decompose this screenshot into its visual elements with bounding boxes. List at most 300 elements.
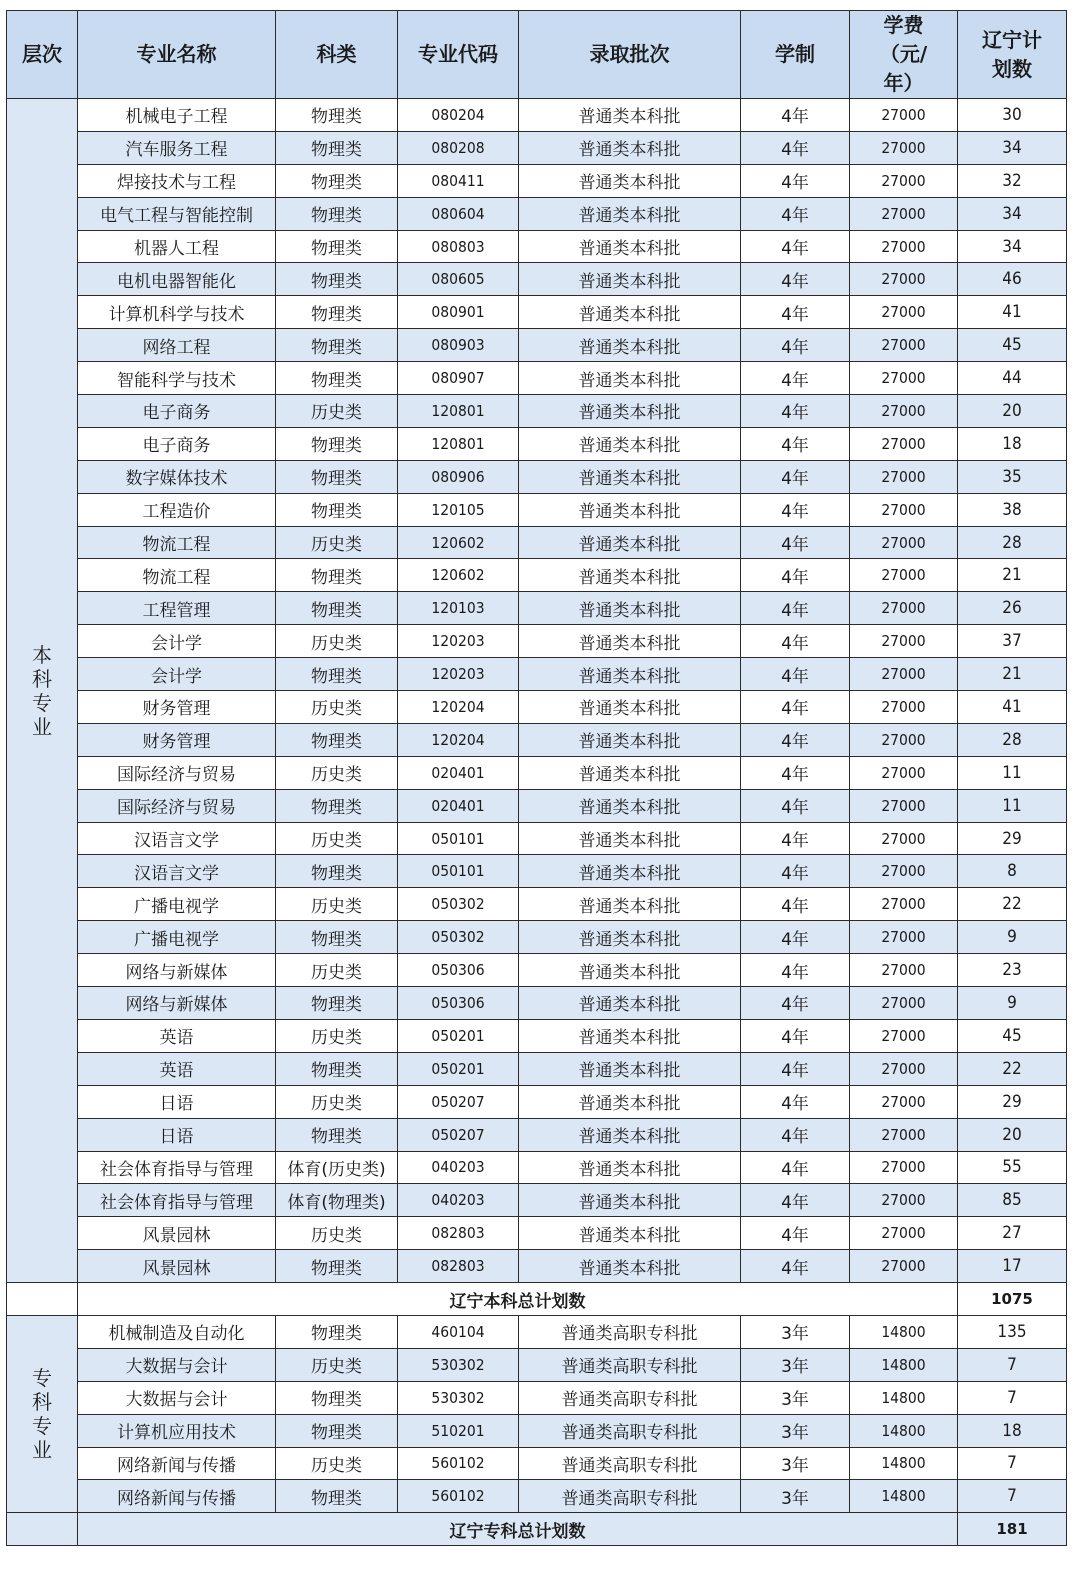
duration-cell: 4年 (741, 756, 850, 789)
junior-college-level-label (7, 1315, 78, 1512)
major-name-cell: 工程造价 (78, 493, 276, 526)
major-code-cell: 080906 (398, 460, 519, 493)
plan-count-cell: 18 (958, 1414, 1067, 1447)
plan-count-cell: 55 (958, 1151, 1067, 1184)
major-name-cell: 国际经济与贸易 (78, 789, 276, 822)
plan-count-cell: 41 (958, 691, 1067, 724)
major-name-cell: 英语 (78, 1019, 276, 1052)
major-code-cell: 050207 (398, 1085, 519, 1118)
duration-cell: 3年 (741, 1447, 850, 1480)
major-name-cell: 汉语言文学 (78, 822, 276, 855)
duration-cell: 3年 (741, 1381, 850, 1414)
admission-batch-cell: 普通类本科批 (519, 1184, 741, 1217)
admission-batch-cell: 普通类本科批 (519, 625, 741, 658)
plan-count-cell: 34 (958, 197, 1067, 230)
duration-cell: 4年 (741, 1184, 850, 1217)
plan-count-cell: 29 (958, 822, 1067, 855)
major-code-cell: 530302 (398, 1381, 519, 1414)
tuition-cell: 27000 (850, 329, 958, 362)
major-code-cell: 080208 (398, 131, 519, 164)
duration-cell: 4年 (741, 526, 850, 559)
admission-batch-cell: 普通类本科批 (519, 1052, 741, 1085)
duration-cell: 4年 (741, 164, 850, 197)
major-code-cell: 050101 (398, 855, 519, 888)
tuition-cell: 14800 (850, 1315, 958, 1348)
major-name-cell: 日语 (78, 1118, 276, 1151)
major-name-cell: 电机电器智能化 (78, 263, 276, 296)
admission-batch-cell: 普通类本科批 (519, 723, 741, 756)
subject-category-cell: 历史类 (276, 526, 398, 559)
major-name-cell: 机械电子工程 (78, 99, 276, 132)
duration-cell: 4年 (741, 658, 850, 691)
plan-count-cell: 28 (958, 526, 1067, 559)
tuition-cell: 27000 (850, 691, 958, 724)
duration-cell: 4年 (741, 197, 850, 230)
duration-cell: 4年 (741, 954, 850, 987)
major-code-cell: 080605 (398, 263, 519, 296)
subject-category-cell: 物理类 (276, 263, 398, 296)
tuition-cell: 14800 (850, 1480, 958, 1513)
table-row (7, 592, 1067, 625)
tuition-cell: 27000 (850, 625, 958, 658)
header-row (7, 11, 1067, 99)
plan-count-cell: 9 (958, 921, 1067, 954)
admission-batch-cell: 普通类本科批 (519, 691, 741, 724)
major-code-cell: 120203 (398, 625, 519, 658)
plan-count-cell: 34 (958, 131, 1067, 164)
major-name-cell: 会计学 (78, 625, 276, 658)
subject-category-cell: 物理类 (276, 296, 398, 329)
major-code-cell: 120602 (398, 559, 519, 592)
plan-count-cell: 22 (958, 888, 1067, 921)
subject-category-cell: 物理类 (276, 921, 398, 954)
subject-category-cell: 物理类 (276, 99, 398, 132)
duration-cell: 4年 (741, 263, 850, 296)
table-row (7, 296, 1067, 329)
undergraduate-total-value: 1075 (958, 1283, 1067, 1316)
tuition-cell: 27000 (850, 954, 958, 987)
duration-cell: 4年 (741, 822, 850, 855)
plan-count-cell: 28 (958, 723, 1067, 756)
subject-category-cell: 物理类 (276, 559, 398, 592)
plan-count-cell: 135 (958, 1315, 1067, 1348)
admission-batch-cell: 普通类本科批 (519, 1019, 741, 1052)
subject-category-cell: 历史类 (276, 691, 398, 724)
table-row (7, 789, 1067, 822)
header-duration: 学制 (741, 11, 850, 99)
table-row (7, 164, 1067, 197)
header-liaoning-plan: 辽宁计划数 (958, 11, 1067, 99)
major-code-cell: 080604 (398, 197, 519, 230)
subject-category-cell: 物理类 (276, 658, 398, 691)
major-code-cell: 020401 (398, 756, 519, 789)
admission-batch-cell: 普通类本科批 (519, 559, 741, 592)
header-major-code: 专业代码 (398, 11, 519, 99)
table-row (7, 1381, 1067, 1414)
admission-batch-cell: 普通类本科批 (519, 1250, 741, 1283)
table-row (7, 493, 1067, 526)
subject-category-cell: 物理类 (276, 362, 398, 395)
total-row-level-cell (7, 1513, 78, 1546)
plan-count-cell: 11 (958, 756, 1067, 789)
tuition-cell: 27000 (850, 756, 958, 789)
major-code-cell: 560102 (398, 1480, 519, 1513)
junior-college-level-text: 专科专业 (32, 1366, 52, 1463)
table-row (7, 987, 1067, 1020)
duration-cell: 4年 (741, 625, 850, 658)
duration-cell: 4年 (741, 1151, 850, 1184)
plan-count-cell: 41 (958, 296, 1067, 329)
major-code-cell: 510201 (398, 1414, 519, 1447)
subject-category-cell: 物理类 (276, 427, 398, 460)
table-row (7, 625, 1067, 658)
table-row (7, 1348, 1067, 1381)
admission-batch-cell: 普通类本科批 (519, 987, 741, 1020)
tuition-cell: 27000 (850, 197, 958, 230)
plan-count-cell: 11 (958, 789, 1067, 822)
major-name-cell: 电气工程与智能控制 (78, 197, 276, 230)
major-name-cell: 电子商务 (78, 395, 276, 428)
tuition-cell: 27000 (850, 1052, 958, 1085)
subject-category-cell: 物理类 (276, 460, 398, 493)
admission-batch-cell: 普通类本科批 (519, 230, 741, 263)
tuition-cell: 27000 (850, 789, 958, 822)
table-row (7, 460, 1067, 493)
admission-batch-cell: 普通类本科批 (519, 526, 741, 559)
table-row (7, 362, 1067, 395)
subject-category-cell: 物理类 (276, 592, 398, 625)
major-code-cell: 020401 (398, 789, 519, 822)
tuition-cell: 27000 (850, 164, 958, 197)
duration-cell: 4年 (741, 987, 850, 1020)
major-code-cell: 082803 (398, 1217, 519, 1250)
duration-cell: 4年 (741, 1217, 850, 1250)
major-name-cell: 物流工程 (78, 526, 276, 559)
subject-category-cell: 物理类 (276, 230, 398, 263)
subject-category-cell: 物理类 (276, 1250, 398, 1283)
duration-cell: 4年 (741, 723, 850, 756)
major-name-cell: 工程管理 (78, 592, 276, 625)
plan-count-cell: 30 (958, 99, 1067, 132)
duration-cell: 4年 (741, 131, 850, 164)
plan-count-cell: 26 (958, 592, 1067, 625)
table-row (7, 427, 1067, 460)
table-row (7, 1414, 1067, 1447)
total-row-level-cell (7, 1283, 78, 1316)
major-name-cell: 计算机应用技术 (78, 1414, 276, 1447)
duration-cell: 4年 (741, 99, 850, 132)
duration-cell: 4年 (741, 691, 850, 724)
major-name-cell: 风景园林 (78, 1250, 276, 1283)
subject-category-cell: 历史类 (276, 954, 398, 987)
admission-batch-cell: 普通类本科批 (519, 1118, 741, 1151)
subject-category-cell: 历史类 (276, 1217, 398, 1250)
subject-category-cell: 物理类 (276, 1315, 398, 1348)
major-code-cell: 120103 (398, 592, 519, 625)
plan-count-cell: 18 (958, 427, 1067, 460)
tuition-cell: 27000 (850, 921, 958, 954)
undergraduate-total-label: 辽宁本科总计划数 (78, 1283, 958, 1316)
duration-cell: 4年 (741, 1085, 850, 1118)
plan-count-cell: 20 (958, 1118, 1067, 1151)
subject-category-cell: 物理类 (276, 987, 398, 1020)
admission-batch-cell: 普通类本科批 (519, 329, 741, 362)
duration-cell: 4年 (741, 592, 850, 625)
tuition-cell: 27000 (850, 723, 958, 756)
table-row (7, 230, 1067, 263)
tuition-cell: 27000 (850, 822, 958, 855)
major-code-cell: 050201 (398, 1052, 519, 1085)
duration-cell: 4年 (741, 296, 850, 329)
major-code-cell: 120203 (398, 658, 519, 691)
duration-cell: 4年 (741, 1250, 850, 1283)
duration-cell: 4年 (741, 855, 850, 888)
duration-cell: 4年 (741, 1052, 850, 1085)
table-row (7, 395, 1067, 428)
major-code-cell: 050306 (398, 954, 519, 987)
admission-batch-cell: 普通类高职专科批 (519, 1480, 741, 1513)
duration-cell: 4年 (741, 789, 850, 822)
admission-batch-cell: 普通类本科批 (519, 822, 741, 855)
admission-batch-cell: 普通类高职专科批 (519, 1348, 741, 1381)
tuition-cell: 27000 (850, 99, 958, 132)
subject-category-cell: 物理类 (276, 1052, 398, 1085)
major-code-cell: 120204 (398, 723, 519, 756)
table-row (7, 1480, 1067, 1513)
major-name-cell: 风景园林 (78, 1217, 276, 1250)
tuition-cell: 14800 (850, 1447, 958, 1480)
admission-batch-cell: 普通类本科批 (519, 921, 741, 954)
major-code-cell: 080903 (398, 329, 519, 362)
table-row (7, 329, 1067, 362)
admission-batch-cell: 普通类本科批 (519, 592, 741, 625)
subject-category-cell: 历史类 (276, 756, 398, 789)
tuition-cell: 27000 (850, 888, 958, 921)
major-name-cell: 大数据与会计 (78, 1381, 276, 1414)
tuition-cell: 27000 (850, 1184, 958, 1217)
subject-category-cell: 物理类 (276, 329, 398, 362)
major-name-cell: 日语 (78, 1085, 276, 1118)
plan-count-cell: 85 (958, 1184, 1067, 1217)
major-code-cell: 460104 (398, 1315, 519, 1348)
admission-batch-cell: 普通类高职专科批 (519, 1315, 741, 1348)
major-name-cell: 物流工程 (78, 559, 276, 592)
duration-cell: 3年 (741, 1348, 850, 1381)
plan-count-cell: 7 (958, 1381, 1067, 1414)
subject-category-cell: 历史类 (276, 395, 398, 428)
table-row (7, 263, 1067, 296)
plan-count-cell: 8 (958, 855, 1067, 888)
admission-batch-cell: 普通类本科批 (519, 954, 741, 987)
major-code-cell: 080803 (398, 230, 519, 263)
tuition-cell: 27000 (850, 1151, 958, 1184)
major-name-cell: 社会体育指导与管理 (78, 1151, 276, 1184)
admission-batch-cell: 普通类本科批 (519, 164, 741, 197)
header-major-name: 专业名称 (78, 11, 276, 99)
major-name-cell: 网络新闻与传播 (78, 1480, 276, 1513)
major-name-cell: 会计学 (78, 658, 276, 691)
major-code-cell: 050302 (398, 888, 519, 921)
table-row (7, 1019, 1067, 1052)
table-row (7, 559, 1067, 592)
tuition-cell: 27000 (850, 296, 958, 329)
tuition-cell: 27000 (850, 263, 958, 296)
admission-batch-cell: 普通类本科批 (519, 888, 741, 921)
subject-category-cell: 历史类 (276, 1019, 398, 1052)
tuition-cell: 27000 (850, 526, 958, 559)
plan-count-cell: 29 (958, 1085, 1067, 1118)
duration-cell: 4年 (741, 888, 850, 921)
table-row (7, 1184, 1067, 1217)
subject-category-cell: 历史类 (276, 822, 398, 855)
plan-count-cell: 44 (958, 362, 1067, 395)
admission-batch-cell: 普通类高职专科批 (519, 1447, 741, 1480)
duration-cell: 4年 (741, 1019, 850, 1052)
major-name-cell: 社会体育指导与管理 (78, 1184, 276, 1217)
admission-batch-cell: 普通类本科批 (519, 99, 741, 132)
tuition-cell: 27000 (850, 1250, 958, 1283)
subject-category-cell: 历史类 (276, 1447, 398, 1480)
junior-college-total-row (7, 1513, 1067, 1546)
header-subject-category: 科类 (276, 11, 398, 99)
plan-count-cell: 35 (958, 460, 1067, 493)
admission-batch-cell: 普通类本科批 (519, 1151, 741, 1184)
tuition-cell: 27000 (850, 493, 958, 526)
admission-batch-cell: 普通类本科批 (519, 395, 741, 428)
table-row (7, 921, 1067, 954)
major-code-cell: 050207 (398, 1118, 519, 1151)
junior-college-total-value: 181 (958, 1513, 1067, 1546)
subject-category-cell: 历史类 (276, 1348, 398, 1381)
table-row (7, 756, 1067, 789)
junior-college-total-label: 辽宁专科总计划数 (78, 1513, 958, 1546)
major-code-cell: 080411 (398, 164, 519, 197)
subject-category-cell: 物理类 (276, 164, 398, 197)
major-code-cell: 050302 (398, 921, 519, 954)
major-name-cell: 焊接技术与工程 (78, 164, 276, 197)
table-row (7, 1052, 1067, 1085)
plan-count-cell: 37 (958, 625, 1067, 658)
duration-cell: 4年 (741, 460, 850, 493)
tuition-cell: 27000 (850, 1217, 958, 1250)
plan-count-cell: 46 (958, 263, 1067, 296)
tuition-cell: 27000 (850, 855, 958, 888)
table-row (7, 1447, 1067, 1480)
tuition-cell: 27000 (850, 658, 958, 691)
duration-cell: 4年 (741, 329, 850, 362)
table-row (7, 131, 1067, 164)
major-code-cell: 080907 (398, 362, 519, 395)
admission-batch-cell: 普通类高职专科批 (519, 1381, 741, 1414)
major-code-cell: 120204 (398, 691, 519, 724)
tuition-cell: 14800 (850, 1381, 958, 1414)
admission-batch-cell: 普通类本科批 (519, 1217, 741, 1250)
subject-category-cell: 物理类 (276, 197, 398, 230)
duration-cell: 4年 (741, 921, 850, 954)
plan-count-cell: 7 (958, 1348, 1067, 1381)
table-row (7, 1217, 1067, 1250)
header-admission-batch: 录取批次 (519, 11, 741, 99)
major-code-cell: 120801 (398, 395, 519, 428)
admission-batch-cell: 普通类本科批 (519, 493, 741, 526)
subject-category-cell: 历史类 (276, 625, 398, 658)
major-name-cell: 广播电视学 (78, 921, 276, 954)
duration-cell: 3年 (741, 1480, 850, 1513)
major-name-cell: 网络与新媒体 (78, 954, 276, 987)
major-name-cell: 网络工程 (78, 329, 276, 362)
duration-cell: 3年 (741, 1315, 850, 1348)
admission-batch-cell: 普通类高职专科批 (519, 1414, 741, 1447)
table-row (7, 1085, 1067, 1118)
plan-count-cell: 7 (958, 1480, 1067, 1513)
major-code-cell: 040203 (398, 1151, 519, 1184)
plan-count-cell: 7 (958, 1447, 1067, 1480)
major-code-cell: 040203 (398, 1184, 519, 1217)
major-name-cell: 数字媒体技术 (78, 460, 276, 493)
duration-cell: 4年 (741, 230, 850, 263)
duration-cell: 3年 (741, 1414, 850, 1447)
major-code-cell: 050306 (398, 987, 519, 1020)
plan-count-cell: 45 (958, 1019, 1067, 1052)
major-name-cell: 汽车服务工程 (78, 131, 276, 164)
tuition-cell: 27000 (850, 395, 958, 428)
subject-category-cell: 体育(历史类) (276, 1151, 398, 1184)
plan-count-cell: 17 (958, 1250, 1067, 1283)
table-row (7, 723, 1067, 756)
table-row (7, 658, 1067, 691)
major-code-cell: 120801 (398, 427, 519, 460)
duration-cell: 4年 (741, 1118, 850, 1151)
admission-batch-cell: 普通类本科批 (519, 789, 741, 822)
table-row (7, 855, 1067, 888)
admission-batch-cell: 普通类本科批 (519, 263, 741, 296)
undergraduate-total-row (7, 1283, 1067, 1316)
admission-batch-cell: 普通类本科批 (519, 197, 741, 230)
plan-count-cell: 27 (958, 1217, 1067, 1250)
tuition-cell: 27000 (850, 987, 958, 1020)
major-code-cell: 050101 (398, 822, 519, 855)
plan-count-cell: 9 (958, 987, 1067, 1020)
major-name-cell: 网络新闻与传播 (78, 1447, 276, 1480)
admission-batch-cell: 普通类本科批 (519, 427, 741, 460)
major-name-cell: 汉语言文学 (78, 855, 276, 888)
subject-category-cell: 物理类 (276, 855, 398, 888)
major-name-cell: 机械制造及自动化 (78, 1315, 276, 1348)
major-name-cell: 大数据与会计 (78, 1348, 276, 1381)
major-name-cell: 机器人工程 (78, 230, 276, 263)
undergraduate-level-label (7, 99, 78, 1283)
plan-count-cell: 38 (958, 493, 1067, 526)
subject-category-cell: 历史类 (276, 1085, 398, 1118)
duration-cell: 4年 (741, 493, 850, 526)
tuition-cell: 27000 (850, 592, 958, 625)
subject-category-cell: 物理类 (276, 723, 398, 756)
admission-batch-cell: 普通类本科批 (519, 1085, 741, 1118)
tuition-cell: 27000 (850, 131, 958, 164)
tuition-cell: 14800 (850, 1414, 958, 1447)
plan-count-cell: 32 (958, 164, 1067, 197)
duration-cell: 4年 (741, 559, 850, 592)
major-name-cell: 英语 (78, 1052, 276, 1085)
admission-batch-cell: 普通类本科批 (519, 362, 741, 395)
major-code-cell: 120602 (398, 526, 519, 559)
admission-batch-cell: 普通类本科批 (519, 855, 741, 888)
tuition-cell: 27000 (850, 230, 958, 263)
subject-category-cell: 体育(物理类) (276, 1184, 398, 1217)
admission-batch-cell: 普通类本科批 (519, 131, 741, 164)
plan-count-cell: 23 (958, 954, 1067, 987)
major-name-cell: 财务管理 (78, 723, 276, 756)
